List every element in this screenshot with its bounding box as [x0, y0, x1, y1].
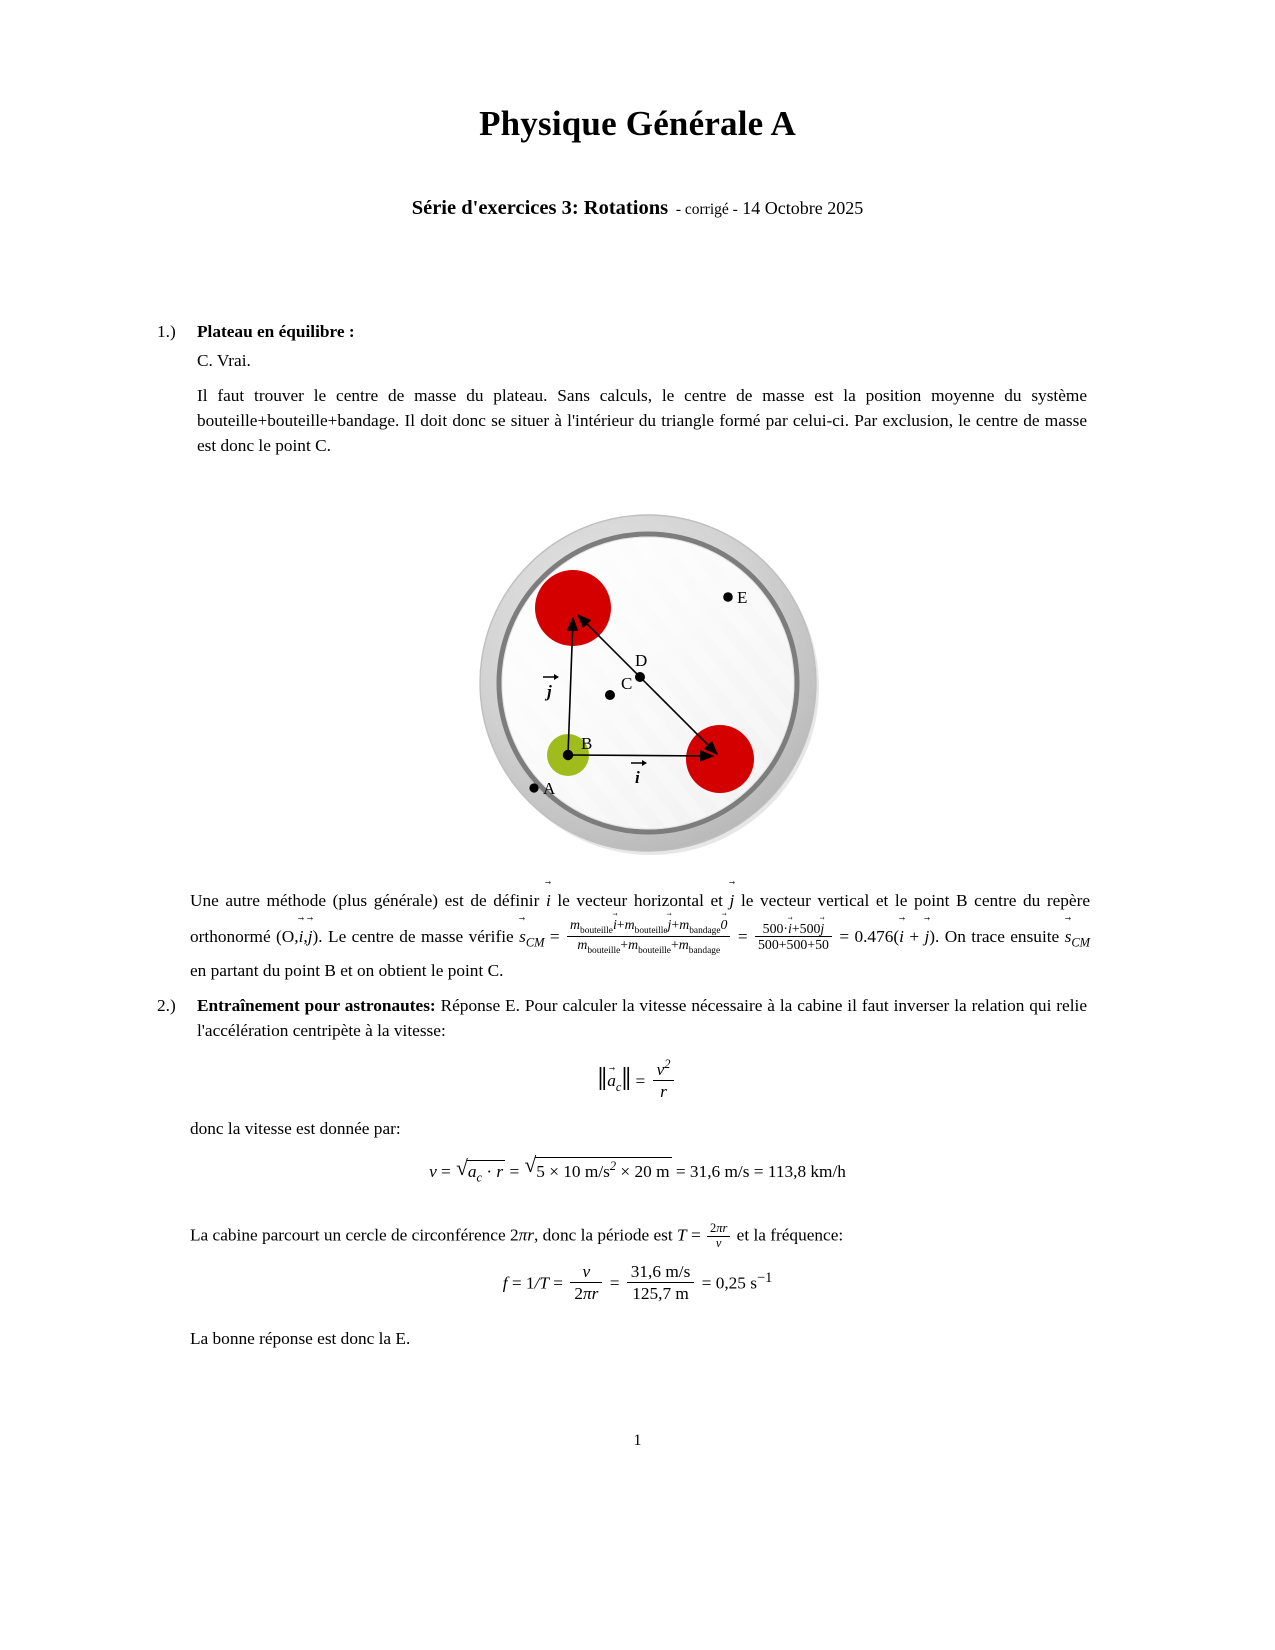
freq-numerator: 31,6 m/s [627, 1262, 695, 1283]
s-cm-symbol-2: s → [1065, 921, 1072, 952]
cm-numeric-result: 0.476 [854, 926, 894, 946]
method-text-4: ). Le centre de masse vérifie [312, 926, 514, 946]
cm-fraction: $\frac{m_{bouteille}i \to+m_{bouteille}j \to+m_{bandage}0 \to}{m_{bouteille}+m_{bouteille}+m_{bandage}}$ [567, 916, 730, 957]
method-text-3: le vecteur vertical et le point B centre du repère orthonormé (O, [190, 891, 1090, 946]
subtitle-date: 14 Octobre 2025 [742, 198, 864, 218]
vector-i-inline-2: i → [299, 921, 304, 952]
svg-text:j: j [547, 682, 552, 701]
exercise-1-method-paragraph: Une autre méthode (plus générale) est de définir i → le vecteur horizontal et j → le vecteur vertical et le point B centre du repère orthonormé (O,i →,j →). Le centre de masse vérifie $s \to_{CM}$ = $\frac{m_{bouteille}i \to+m_{bouteille}j \to+m_{bandage}0 \to}{m_{bouteille}+m_{bouteille}+m_{bandage}}$ = $\frac{500\cdot i \to+500j \to}{500+500+50}$ = 0.476(i → + j →). On trace ensuite $s \to_{CM}$ en partant du point B et on obtient le point C. [190, 885, 1090, 986]
cm-numeric-fraction: $\frac{500\cdot i \to+500j \to}{500+500+50}$ [755, 920, 832, 953]
page-title: Physique Générale A [479, 104, 796, 143]
point-D-label: D [635, 651, 648, 670]
s-cm-symbol: s → [519, 921, 526, 952]
exercise-1-heading [157, 320, 1092, 345]
method-text-5: On trace ensuite [944, 926, 1060, 946]
subtitle-corrige: - corrigé - [675, 201, 738, 218]
point-E-label: E [737, 588, 748, 607]
sqrt-ac-r: √ $a_c \cdot r$ [456, 1160, 505, 1185]
v2-over-r: $\frac{v^2}{r}$ [653, 1058, 675, 1101]
cabine-text-3: et la fréquence: [736, 1225, 844, 1245]
bottle-2 [686, 725, 754, 793]
freq-denominator: 125,7 m [632, 1284, 689, 1304]
point-E-dot [723, 592, 733, 602]
period-fraction: $\frac{2\pi r}{v}$ [707, 1222, 730, 1251]
equation-speed: v = √ $a_c \cdot r$ = √ 5 × 10 $m/s^2 \times 20$ m = 31,6 m/s = 113,8 km/h [0, 1157, 1275, 1185]
exercise-1-number: 1.) [157, 322, 176, 341]
exercise-1-paragraph: Il faut trouver le centre de masse du plateau. Sans calculs, le centre de masse est la position moyenne du système bouteille+bouteille+bandage. Il doit donc se situer à l'intérieur du triangle formé par celui-ci. Par exclusion, le centre de masse est donc le point C. [197, 386, 1087, 456]
plateau-figure [455, 495, 845, 870]
subtitle-series: Série d'exercices 3: Rotations [411, 197, 669, 219]
exercise-2 [157, 994, 1087, 1043]
sqrt-numeric: √ 5 × 10 $m/s^2 \times 20$ m [525, 1157, 672, 1182]
page-number: 1 [633, 1432, 642, 1449]
text-donc-vitesse: donc la vitesse est donnée par: [190, 1119, 401, 1138]
vector-i-arrow [568, 755, 713, 756]
speed-ms: 31,6 m/s [689, 1161, 750, 1181]
svg-text:i: i [635, 768, 640, 787]
equation-frequency: f = 1/T = $\frac{v}{2\pi r}$ = $\frac{31,6 m/s}{125,7 m}$ = 0,25 $s^{-1}$ [502, 1262, 773, 1304]
document-subtitle [0, 197, 1275, 220]
point-C-dot [605, 690, 615, 700]
numeric-frequency-fraction [627, 1262, 695, 1304]
method-text-1: Une autre méthode (plus générale) est de définir [190, 891, 540, 910]
v-over-2pir: $\frac{v}{2\pi r}$ [570, 1262, 602, 1304]
vector-i-inline: i → [546, 885, 551, 916]
freq-result-exp: −1 [756, 1269, 773, 1286]
text-bonne-reponse: La bonne réponse est donc la E. [190, 1329, 411, 1348]
speed-kmh: 113,8 km/h [767, 1161, 846, 1181]
method-text-6: en partant du point B et on obtient le point C. [190, 961, 504, 981]
exercise-1-title: Plateau en équilibre : [197, 322, 355, 341]
point-D-dot [635, 672, 645, 682]
point-A-dot [529, 783, 538, 792]
text-cabine-periode: La cabine parcourt un cercle de circonférence 2πr, donc la période est T = $\frac{2\pi r}{v}$ et la fréquence: [190, 1221, 844, 1250]
point-A-label: A [543, 779, 556, 798]
method-text-2: le vecteur horizontal et [557, 891, 723, 910]
exercise-2-number: 2.) [157, 996, 176, 1015]
cabine-text-1: La cabine parcourt un cercle de circonférence 2 [190, 1225, 519, 1245]
vector-j-inline-2: j → [308, 921, 313, 952]
exercise-1-answer: C. Vrai. [197, 351, 251, 370]
point-B-dot [563, 750, 573, 760]
point-C-label: C [621, 674, 633, 693]
equation-centripetal: ∥a $\to_c\parallel$ = $\frac{v^2}{r}$ [0, 1058, 1275, 1101]
vector-j-inline: j → [730, 885, 735, 916]
exercise-2-intro: Réponse E. Pour calculer la vitesse nécessaire à la cabine il faut inverser la relation qui relie l'accélération centripète à la vitesse: [197, 996, 1087, 1040]
point-B-label: B [581, 734, 593, 753]
exercise-2-title: Entraînement pour astronautes: [197, 996, 436, 1015]
freq-result: 0,25 s [715, 1273, 757, 1293]
cabine-text-2: , donc la période est [534, 1225, 673, 1245]
